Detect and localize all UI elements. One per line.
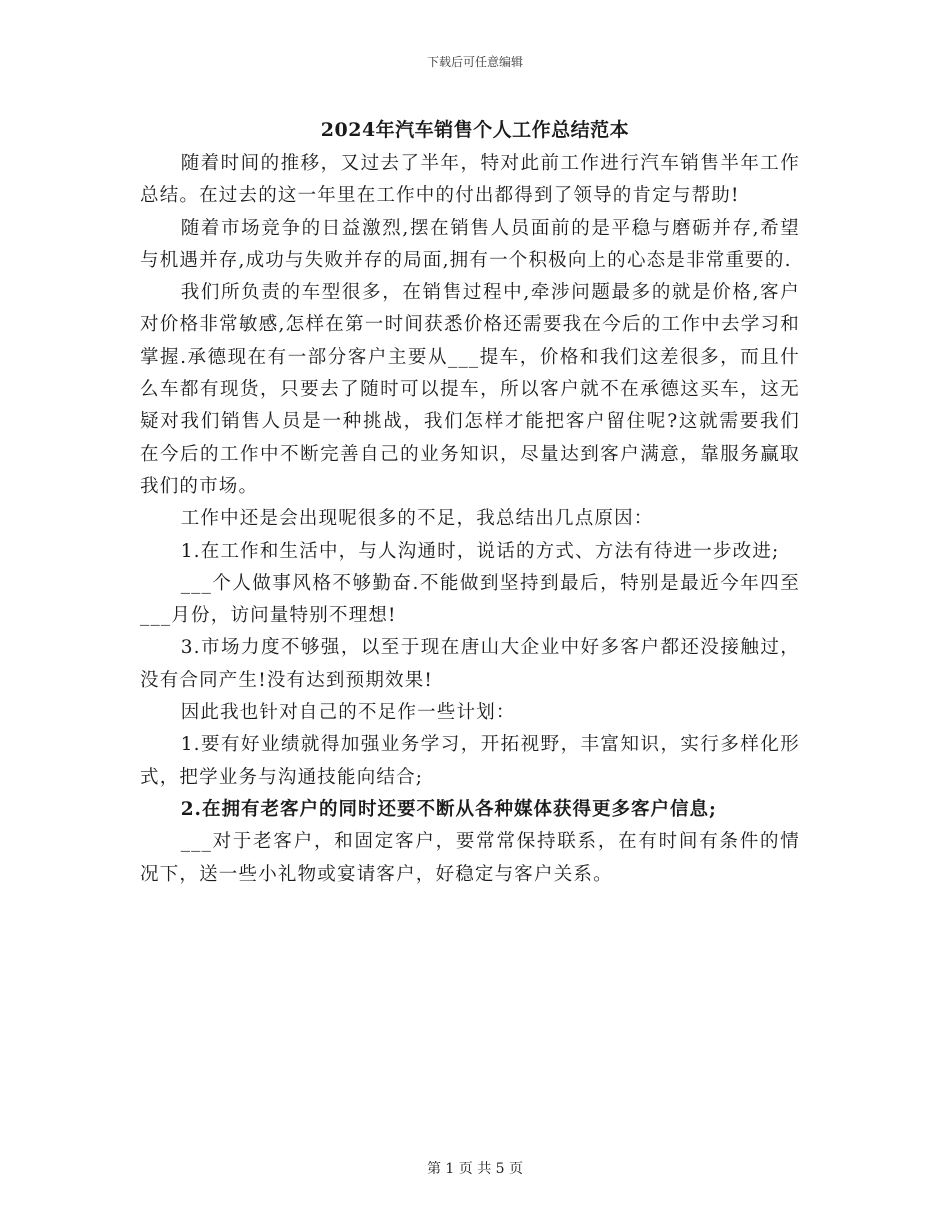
paragraph-plan-2: 2.在拥有老客户的同时还要不断从各种媒体获得更多客户信息; xyxy=(180,798,717,820)
paragraph-reason-3: 3.市场力度不够强，以至于现在唐山大企业中好多客户都还没接触过，没有合同产生!没有达到预期效果! xyxy=(140,637,800,691)
paragraph-market: 随着市场竞争的日益激烈,摆在销售人员面前的是平稳与磨砺并存,希望与机遇并存,成功与失败并存的局面,拥有一个积极向上的心态是非常重要的. xyxy=(140,217,800,271)
paragraph-plan-intro: 因此我也针对自己的不足作一些计划： xyxy=(180,702,516,724)
paragraph-intro: 随着时间的推移，又过去了半年，特对此前工作进行汽车销售半年工作总结。在过去的这一年里在工作中的付出都得到了领导的肯定与帮助! xyxy=(140,153,800,207)
document-body xyxy=(140,148,800,891)
paragraph-shortcomings-intro: 工作中还是会出现呢很多的不足，我总结出几点原因： xyxy=(180,508,654,530)
document-title: 2024年汽车销售个人工作总结范本 xyxy=(320,119,630,141)
page-number-footer: 第 1 页 共 5 页 xyxy=(426,1161,524,1177)
page-header-note: 下载后可任意编辑 xyxy=(426,55,523,69)
paragraph-plan-3: ___对于老客户，和固定客户，要常常保持联系，在有时间有条件的情况下，送一些小礼物或宴请客户，好稳定与客户关系。 xyxy=(140,831,800,885)
paragraph-reason-2: ___个人做事风格不够勤奋.不能做到坚持到最后，特别是最近今年四至___月份，访问量特别不理想! xyxy=(140,572,800,627)
paragraph-reason-1: 1.在工作和生活中，与人沟通时，说话的方式、方法有待进一步改进; xyxy=(180,540,780,562)
paragraph-plan-1: 1.要有好业绩就得加强业务学习，开拓视野，丰富知识，实行多样化形式，把学业务与沟通技能向结合; xyxy=(140,734,800,788)
paragraph-pricing: 我们所负责的车型很多，在销售过程中,牵涉问题最多的就是价格,客户对价格非常敏感,怎样在第一时间获悉价格还需要我在今后的工作中去学习和掌握.承德现在有一部分客户主要从___提车，价格和我们这差很多，而且什么车都有现货，只要去了随时可以提车，所以客户就不在承德这买车，这无疑对我们销售人员是一种挑战，我们怎样才能把客户留住呢?这就需要我们在今后的工作中不断完善自己的业务知识，尽量达到客户满意，靠服务赢取我们的市场。 xyxy=(140,282,800,497)
